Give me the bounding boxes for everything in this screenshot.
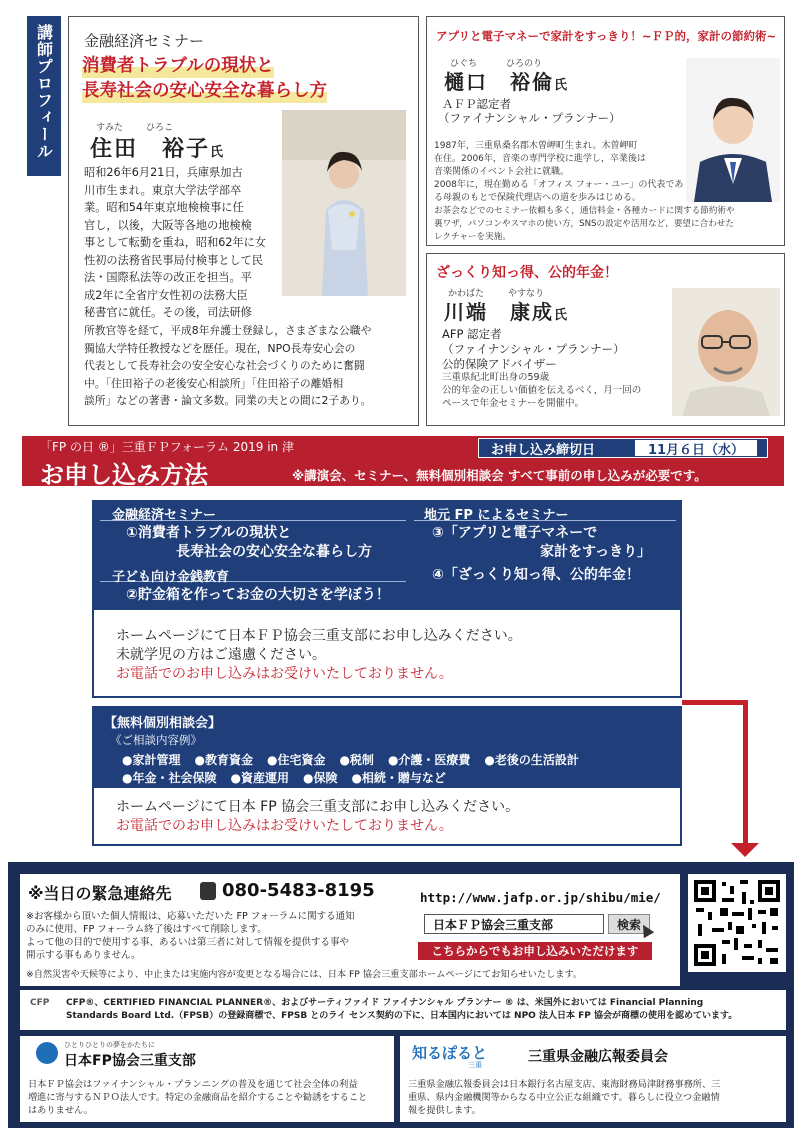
seminar-item-1: ①消費者トラブルの現状と <box>126 525 292 541</box>
qr-code[interactable] <box>688 874 786 972</box>
trademark-line: Standards Board Ltd.（FPSB）の登録商標で、FPSB とのライ センス契約の下に、日本国内においては NPO 法人日本 FP 協会が商標の使用を認めています。 <box>66 1011 738 1021</box>
honorific: 氏 <box>210 145 224 160</box>
no-preschool-note: 未就学児の方はご遠慮ください。 <box>116 647 326 663</box>
advance-registration-note: ※講演会、セミナー、無料個別相談会 すべて事前の申し込みが必要です。 <box>292 468 707 483</box>
pr-committee-description <box>408 1078 784 1117</box>
pr-committee-name: 三重県金融広報委員会 <box>528 1049 668 1065</box>
consultation-topics-row2 <box>122 769 446 786</box>
credential: （ファイナンシャル・プランナー） <box>442 342 625 356</box>
honorific: 氏 <box>554 308 568 323</box>
bio-line: 1987年，三重県桑名郡木曽岬町生まれ。木曽岬町 <box>434 141 638 151</box>
association-tagline: ひとりひとりの夢をかたちに <box>64 1041 155 1049</box>
seminar-heading: 金融経済セミナー <box>84 32 205 50</box>
no-phone-note: お電話でのお申し込みはお受けいたしておりません。 <box>116 666 453 682</box>
topic-item: ●保険 <box>302 771 338 785</box>
bio-higuchi-upper <box>434 140 684 205</box>
name-text: 住田 裕子 <box>90 137 211 162</box>
seminar-item-3-line2: 家計をすっきり」 <box>540 544 652 560</box>
name-ruby-family: かわばた <box>448 289 485 299</box>
bio-line: 代表として長寿社会の安全安心な社会づくりのために奮闘 <box>84 359 365 372</box>
deadline-label: お申し込み締切日 <box>491 442 596 458</box>
seminar-title-line2: 長寿社会の安心安全な暮らし方 <box>82 81 327 101</box>
bio-line: ペースで年金セミナーを開催中。 <box>442 398 585 409</box>
fine-line: のみに使用、FP フォーラム終了後はすべて削除します。 <box>26 924 267 935</box>
seminar-item-2: ②貯金箱を作ってお金の大切さを学ぼう！ <box>126 587 390 603</box>
apply-instruction: ホームページにて日本ＦＰ協会三重支部にお申し込みください。 <box>116 628 522 644</box>
bio-line: 事として転勤を重ね，昭和62年に女 <box>84 236 267 249</box>
bio-line: 川市生まれ。東京大学法学部卒 <box>84 183 242 197</box>
topic-item: ●住宅資金 <box>266 753 326 767</box>
name-ruby-given: やすなり <box>508 289 545 299</box>
consult-apply-instruction: ホームページにて日本 FP 協会三重支部にお申し込みください。 <box>116 799 520 815</box>
application-title: お申し込み方法 <box>40 461 208 489</box>
bio-line: レクチャーを実施。 <box>434 232 511 242</box>
bio-line: 法・国際私法等の改正を担当。平 <box>84 271 252 284</box>
bio-line: お茶会などでのセミナー依頼も多く，通信料金・各種カードに関する節約術や <box>434 206 735 216</box>
bio-line: 獨協大学特任教授などを歴任。現在，NPO長寿安心会の <box>84 341 356 355</box>
name-ruby-family: すみた <box>96 123 124 133</box>
credential: （ファイナンシャル・プランナー） <box>438 111 621 125</box>
search-button[interactable]: 検索 <box>608 914 650 934</box>
bio-line: 中。「住田裕子の老後安心相談所」「住田裕子の離婚相 <box>84 376 344 390</box>
fine-line: 開示する事もありません。 <box>26 950 141 961</box>
name-ruby-given: ひろのり <box>506 59 543 69</box>
bio-line: 三重県紀北町出身の59歳 <box>442 372 550 383</box>
photo-sumita <box>282 110 406 296</box>
bio-line: 業。昭和54年東京地検検事に任 <box>84 201 244 214</box>
desc-line: 重県、県内金融機関等からなる中立公正な組織です。暮らしに役立つ金融情 <box>408 1092 720 1103</box>
photo-higuchi <box>686 58 780 202</box>
label-kids-education: 子ども向け金銭教育 <box>112 570 230 585</box>
fp-association-logo-icon <box>36 1042 58 1064</box>
bio-line: 成2年に全省庁女性初の法務大臣 <box>84 288 248 302</box>
deadline-box <box>478 438 768 458</box>
bio-sumita-lower <box>84 322 414 410</box>
consult-no-phone-note: お電話でのお申し込みはお受けいたしておりません。 <box>116 818 453 834</box>
seminar-item-3: ③「アプリと電子マネーで <box>432 525 598 541</box>
topic-item: ●家計管理 <box>122 753 181 767</box>
topic-item: ●教育資金 <box>194 753 253 767</box>
lecturer-name-kawabata <box>444 296 567 325</box>
website-url[interactable]: http://www.jafp.or.jp/shibu/mie/ <box>420 890 661 905</box>
shiruporuto-logo-sub: 三重 <box>468 1061 482 1069</box>
trademark-text <box>66 997 782 1023</box>
flow-arrow <box>743 700 748 845</box>
consultation-label: 【無料個別相談会】 <box>104 716 222 731</box>
bio-line: 音楽関係のイベント会社に就職。 <box>434 167 570 177</box>
name-ruby-given: ひろこ <box>146 123 174 133</box>
name-text: 川端 康成 <box>444 300 554 324</box>
lecturer-name-sumita <box>90 132 223 163</box>
seminar-heading-higuchi: アプリと電子マネーで家計をすっきり！~ＦＰ的，家計の節約術~ <box>436 29 777 43</box>
consultation-topics-row1 <box>122 751 579 768</box>
seminar-item-4: ④「ざっくり知っ得、公的年金！ <box>432 567 640 583</box>
bio-line: 秘書官に就任。その後，司法研修 <box>84 306 252 319</box>
bio-line: 裏ワザ，パソコンやスマホの使い方，SNSの設定や活用など，要望に合わせた <box>434 219 734 229</box>
seminar-heading-kawabata: ざっくり知っ得、公的年金！ <box>436 265 618 281</box>
credential: ＡＦＰ認定者 <box>442 97 511 111</box>
credential: AFP 認定者 <box>442 327 502 341</box>
arrow-head-icon <box>731 843 759 857</box>
association-description <box>28 1078 392 1117</box>
apply-here-banner[interactable]: こちらからでもお申し込みいただけます <box>418 942 652 960</box>
honorific: 氏 <box>554 78 568 93</box>
topic-item: ●税制 <box>339 753 374 767</box>
association-name: 日本FP協会三重支部 <box>64 1053 196 1069</box>
fine-line: ※お客様から頂いた個人情報は、応募いただいた FP フォーラムに関する通知 <box>26 911 355 922</box>
phone-icon <box>200 882 216 900</box>
label-local-fp-seminar: 地元 FP によるセミナー <box>424 508 569 523</box>
bio-line: 昭和26年6月21日，兵庫県加古 <box>84 166 243 179</box>
forum-name: 「FP の日 ®」三重ＦＰフォーラム 2019 in 津 <box>40 440 294 454</box>
bio-line: 2008年に，現在勤める「オフィス フォー・ユー」の代表であ <box>434 180 684 190</box>
cfp-logo-icon: CFP <box>30 998 50 1008</box>
emergency-phone: 080-5483-8195 <box>222 880 375 901</box>
label-finance-seminar: 金融経済セミナー <box>112 508 217 523</box>
desc-line: 増進に寄与するＮＰＯ法人です。特定の金融商品を紹介することや勧誘をすること <box>28 1092 368 1103</box>
consultation-examples-label: 《ご相談内容例》 <box>110 733 202 747</box>
photo-kawabata <box>672 288 780 416</box>
bio-line: る母親のもとで保険代理店への道を歩みはじめる。 <box>434 193 642 203</box>
emergency-contact-label: ※当日の緊急連絡先 <box>28 884 172 903</box>
search-field[interactable]: 日本ＦＰ協会三重支部 <box>424 914 604 934</box>
lecturer-profile-tab: 講師プロフィール <box>27 16 61 176</box>
privacy-notice <box>26 910 406 962</box>
bio-sumita-upper <box>84 164 284 322</box>
bio-line: 公的年金の正しい価値を伝えるべく，月一回の <box>442 385 642 396</box>
desc-line: 三重県金融広報委員会は日本銀行名古屋支店、東海財務局津財務事務所、三 <box>408 1079 721 1090</box>
seminar-title-line1: 消費者トラブルの現状と <box>82 56 274 76</box>
bio-kawabata <box>442 371 672 410</box>
topic-item: ●資産運用 <box>230 771 289 785</box>
bio-higuchi-lower <box>434 205 779 244</box>
lecturer-name-higuchi <box>444 66 567 95</box>
fine-line: よって他の目的で使用する事、あるいは第三者に対して情報を提供する事や <box>26 937 350 948</box>
bio-line: 在住。2006年，音楽の専門学校に進学し，卒業後は <box>434 154 646 164</box>
bio-line: 性初の法務省民事局付検事として民 <box>84 253 264 267</box>
name-ruby-family: ひぐち <box>450 59 478 69</box>
topic-item: ●年金・社会保険 <box>122 771 217 785</box>
trademark-line: CFP®、CERTIFIED FINANCIAL PLANNER®、およびサーティファイド ファイナンシャル プランナー ® は、米国外においては Financial Planning <box>66 998 704 1008</box>
bio-line: 所教官等を経て，平成8年弁護士登録し，さまざまな公職や <box>84 324 372 337</box>
desc-line: はありません。 <box>28 1105 93 1116</box>
seminar-item-1-line2: 長寿社会の安心安全な暮らし方 <box>176 544 372 560</box>
shiruporuto-logo-icon: 知るぽると <box>412 1044 488 1062</box>
name-text: 樋口 裕倫 <box>444 70 554 94</box>
cancellation-notice: ※自然災害や天候等により、中止または実施内容が変更となる場合には、日本 FP 協会三重支部ホームページにてお知らせいたします。 <box>26 969 583 980</box>
desc-line: 日本ＦＰ協会はファイナンシャル・プランニングの普及を通じて社会全体の利益 <box>28 1079 358 1090</box>
flow-arrow <box>682 700 748 705</box>
bio-line: 談所」などの著書・論文多数。同業の夫との間に2子あり。 <box>84 394 372 407</box>
bio-line: 官し，以後，大阪等各地の地検検 <box>84 218 252 232</box>
topic-item: ●介護・医療費 <box>387 753 471 767</box>
credential: 公的保険アドバイザー <box>442 357 557 371</box>
deadline-date: 11月６日（水） <box>635 440 757 456</box>
desc-line: 報を提供します。 <box>408 1105 481 1116</box>
topic-item: ●相続・贈与など <box>351 771 446 785</box>
topic-item: ●老後の生活設計 <box>484 753 579 767</box>
